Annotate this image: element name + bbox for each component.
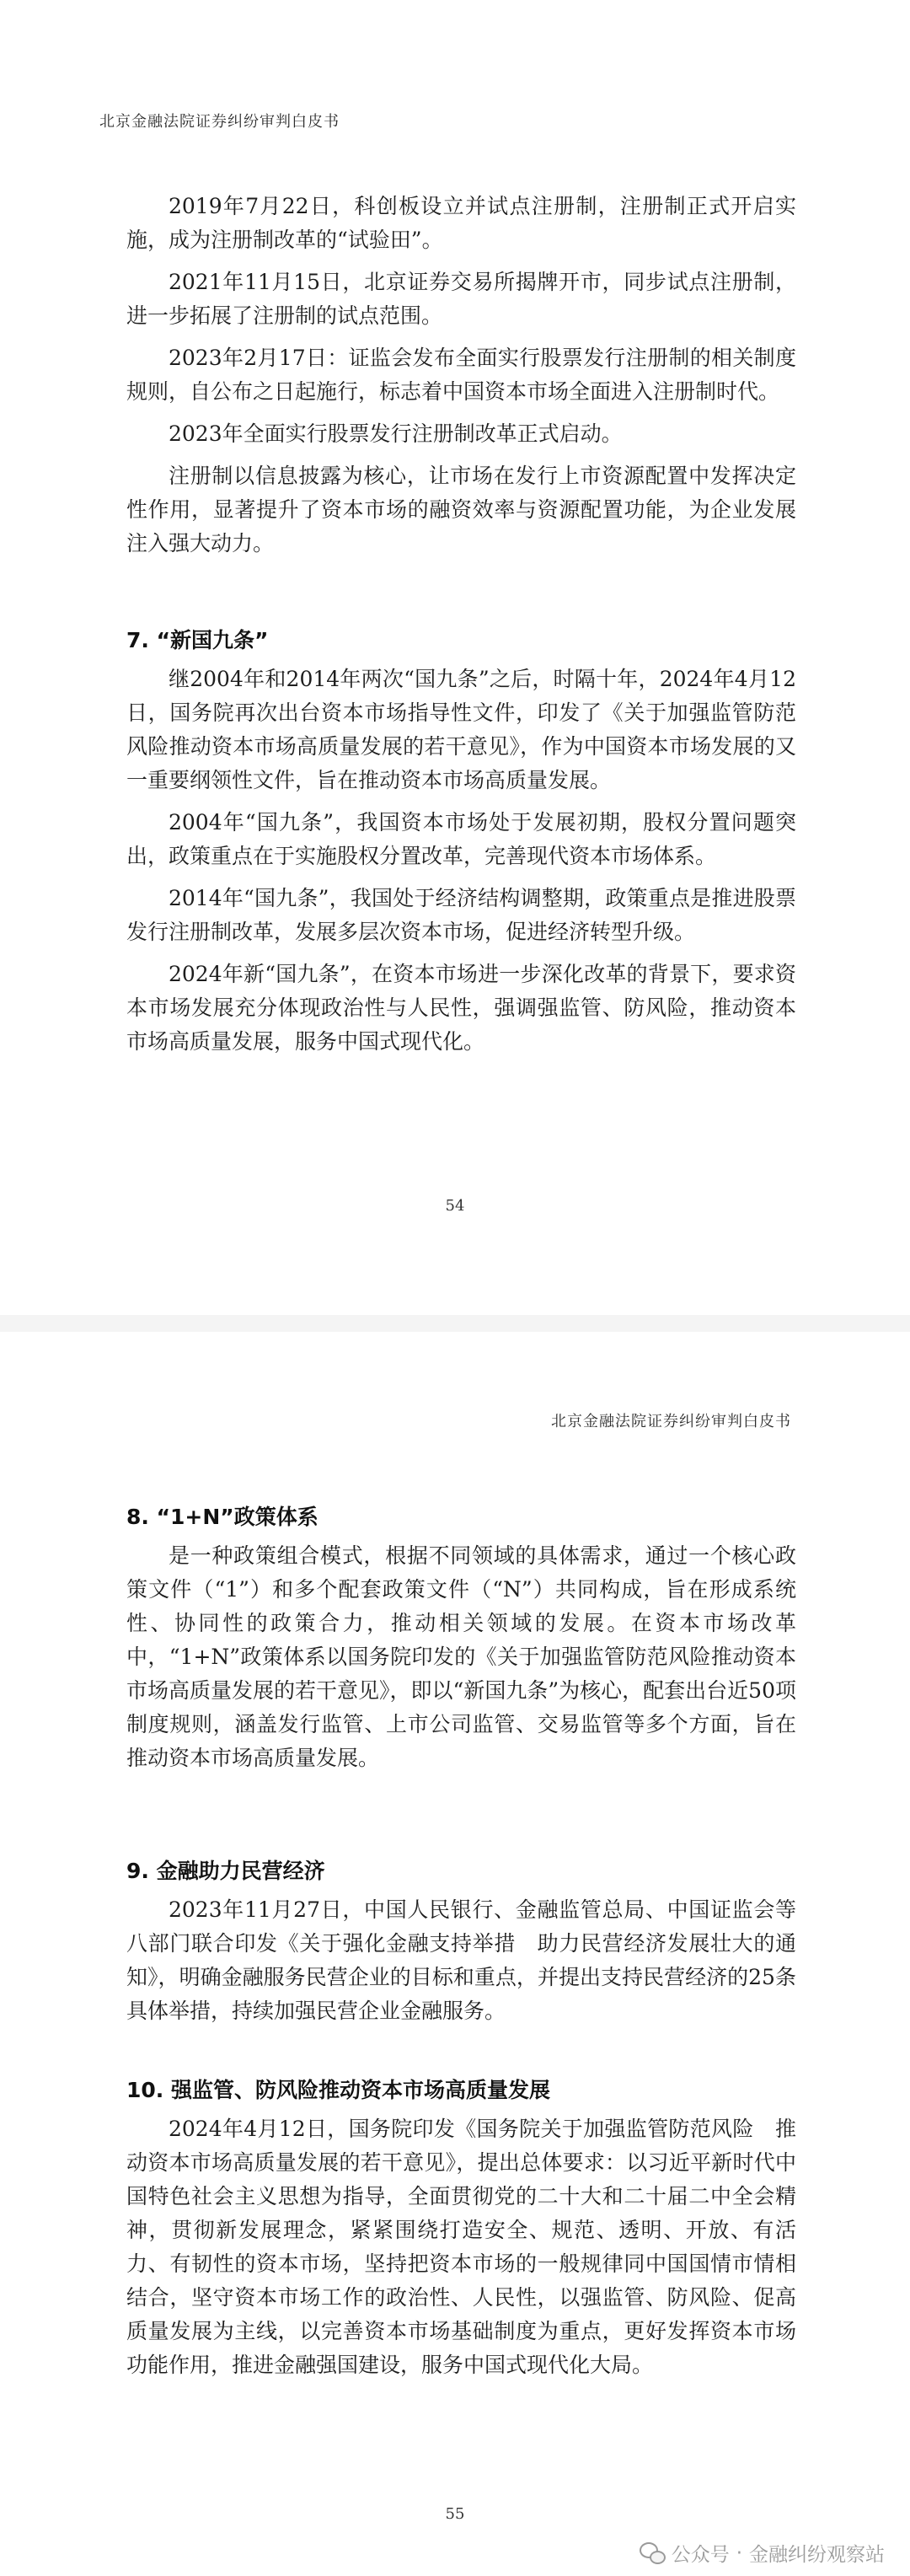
section-7 xyxy=(126,624,796,1067)
paragraph: 注册制以信息披露为核心，让市场在发行上市资源配置中发挥决定性作用，显著提升了资本市场的融资效率与资源配置功能，为企业发展注入强大动力。 xyxy=(126,464,796,555)
section-10 xyxy=(126,2074,796,2391)
watermark-separator: · xyxy=(736,2541,742,2564)
watermark-prefix: 公众号 xyxy=(671,2544,730,2566)
section-title: 10. 强监管、防风险推动资本市场高质量发展 xyxy=(126,2078,550,2102)
paragraph: 2024年4月12日，国务院印发《国务院关于加强监管防范风险 推动资本市场高质量发展的若干意见》，提出总体要求：以习近平新时代中国特色社会主义思想为指导，全面贯彻党的二十大和二十届二中全会精神，贯彻新发展理念，紧紧围绕打造安全、规范、透明、开放、有活力、有韧性的资本市场，坚持把资本市场的一般规律同中国国情市情相结合，坚守资本市场工作的政治性、人民性，以强监管、防风险、促高质量发展为主线，以完善资本市场基础制度为重点，更好发挥资本市场功能作用，推进金融强国建设，服务中国式现代化大局。 xyxy=(126,2117,796,2377)
section-title: 9. 金融助力民营经济 xyxy=(126,1859,325,1883)
watermark xyxy=(640,2539,885,2567)
paragraph: 2023年2月17日：证监会发布全面实行股票发行注册制的相关制度规则，自公布之日起施行，标志着中国资本市场全面进入注册制时代。 xyxy=(126,346,796,404)
paragraph: 2023年11月27日，中国人民银行、金融监管总局、中国证监会等八部门联合印发《关于强化金融支持举措 助力民营经济发展壮大的通知》，明确金融服务民营企业的目标和重点，并提出支持民营经济的25条具体举措，持续加强民营企业金融服务。 xyxy=(126,1897,796,2023)
body-top xyxy=(126,190,796,569)
section-title: 8. “1+N”政策体系 xyxy=(126,1505,318,1529)
watermark-account: 金融纠纷观察站 xyxy=(749,2544,885,2566)
paragraph: 2023年全面实行股票发行注册制改革正式启动。 xyxy=(169,421,623,446)
running-header: 北京金融法院证券纠纷审判白皮书 xyxy=(551,1413,791,1430)
running-header: 北京金融法院证券纠纷审判白皮书 xyxy=(99,113,340,131)
page-number: 55 xyxy=(445,2505,465,2523)
paragraph: 继2004年和2014年两次“国九条”之后，时隔十年，2024年4月12日，国务院再次出台资本市场指导性文件，印发了《关于加强监管防范风险推动资本市场高质量发展的若干意见》，作为中国资本市场发展的又一重要纲领性文件，旨在推动资本市场高质量发展。 xyxy=(126,667,796,792)
paragraph: 2021年11月15日，北京证券交易所揭牌开市，同步试点注册制，进一步拓展了注册制的试点范围。 xyxy=(126,270,796,328)
paragraph: 2004年“国九条”，我国资本市场处于发展初期，股权分置问题突出，政策重点在于实施股权分置改革，完善现代资本市场体系。 xyxy=(126,810,796,868)
paragraph: 2019年7月22日，科创板设立并试点注册制，注册制正式开启实施，成为注册制改革的“试验田”。 xyxy=(126,194,796,252)
paragraph: 是一种政策组合模式，根据不同领域的具体需求，通过一个核心政策文件（“1”）和多个配套政策文件（“N”）共同构成，旨在形成系统性、协同性的政策合力，推动相关领域的发展。在资本市场改革中，“1+N”政策体系以国务院印发的《关于加强监管防范风险推动资本市场高质量发展的若干意见》，即以“新国九条”为核心，配套出台近50项制度规则，涵盖发行监管、上市公司监管、交易监管等多个方面，旨在推动资本市场高质量发展。 xyxy=(126,1543,796,1770)
page-55 xyxy=(0,1332,910,2576)
paragraph: 2024年新“国九条”，在资本市场进一步深化改革的背景下，要求资本市场发展充分体现政治性与人民性，强调强监管、防风险，推动资本市场高质量发展，服务中国式现代化。 xyxy=(126,962,796,1054)
page-number: 54 xyxy=(445,1197,465,1215)
section-title: 7. “新国九条” xyxy=(126,628,269,652)
section-8 xyxy=(126,1500,796,1784)
paragraph: 2014年“国九条”，我国处于经济结构调整期，政策重点是推进股票发行注册制改革，发展多层次资本市场，促进经济转型升级。 xyxy=(126,886,796,944)
section-9 xyxy=(126,1854,796,2037)
wechat-icon xyxy=(640,2542,665,2564)
